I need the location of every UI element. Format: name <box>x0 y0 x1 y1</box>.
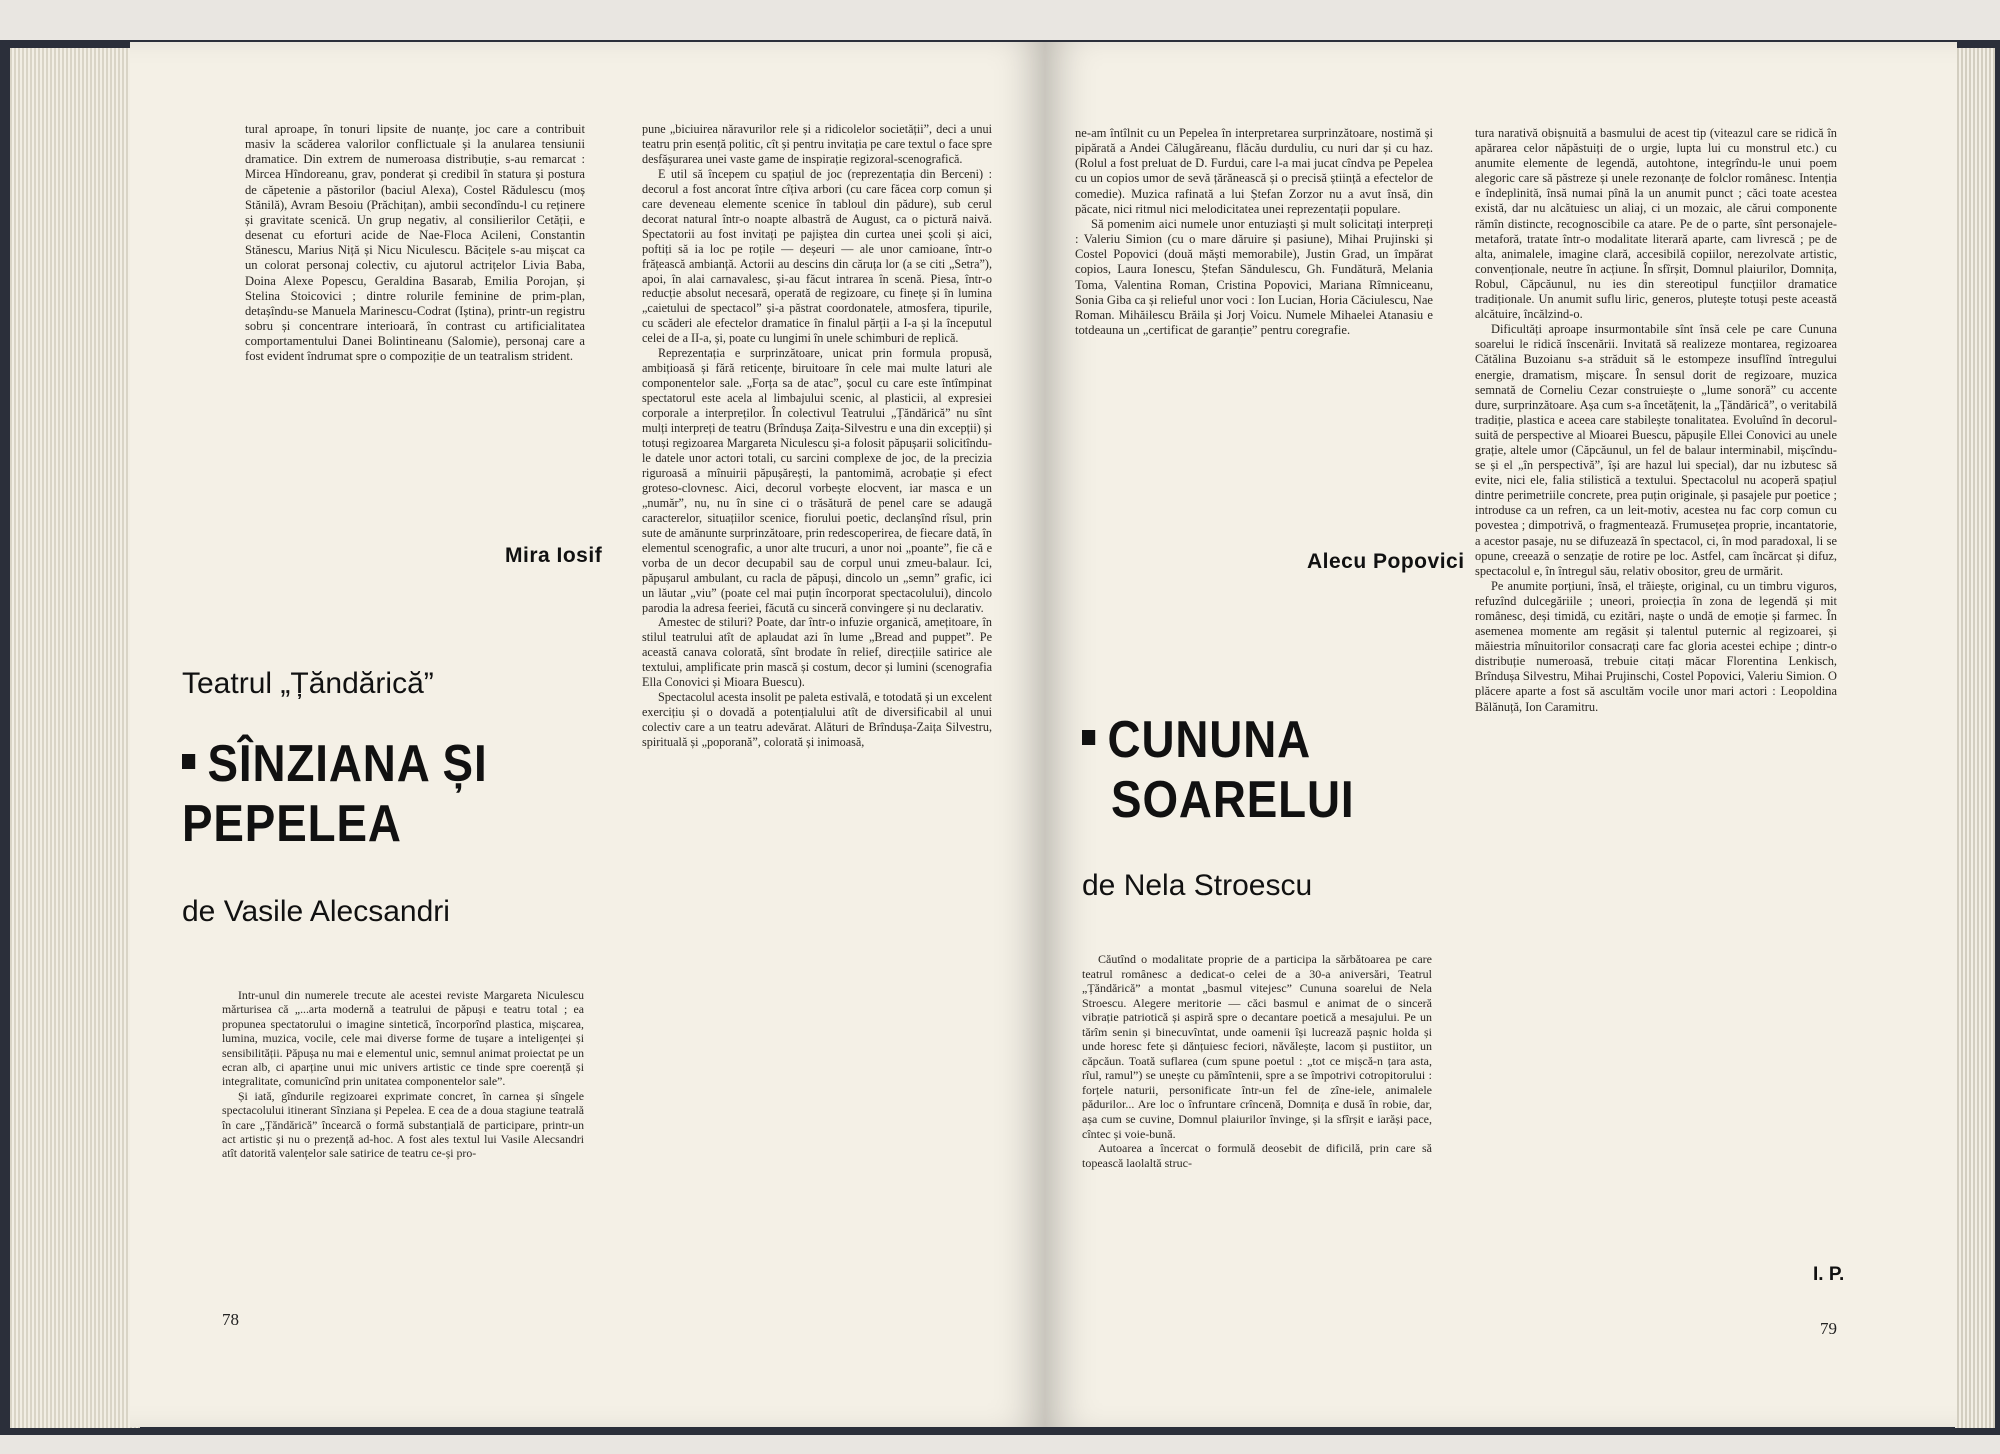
right-col1-bottom <box>1082 952 1432 1170</box>
article-title: SÎNZIANA ȘI PEPELEA <box>182 735 488 853</box>
page-number: 79 <box>1820 1319 1837 1338</box>
page-stack-left <box>10 48 140 1428</box>
signature-mira-iosif: Mira Iosif <box>505 544 603 567</box>
paragraph: Spectacolul acesta insolit pe paleta estivală, e totodată și un excelent exercițiu și o dovadă a potențialului atît de diversificabil al unui colectiv care a un teatru adevărat. Alături de Brîndușa-Zaița Silvestru, spirituală și „poporană”, colorată și inimoasă, <box>642 690 993 750</box>
theatre-heading: Teatrul „Țăndărică” <box>182 667 434 700</box>
paragraph: Să pomenim aici numele unor entuziaști și mult solicitați interpreți : Valeriu Simion (cu o mare dăruire și pasiune), Mihai Prujinski și Costel Popovici (două măști memorabile), Justin Grad, un împărat copios, Laura Ionescu, Ștefan Săndulescu, Gh. Fundătură, Melania Toma, Valentina Roman, Cristina Popovici, Mariana Rîmniceanu, Sonia Giba ca și relieful unor voci : Ion Lucian, Horia Căciulescu, Nae Roman. Mihăilescu Brăila și Jorj Voicu. Numele Mihaelei Atanasiu e totdeauna un „certificat de garanție” pentru coregrafie. <box>1075 216 1433 338</box>
bullet-square-icon <box>1082 730 1095 745</box>
article-title: CUNUNA SOARELUI <box>1082 710 1355 830</box>
signature-ip: I. P. <box>1813 1264 1845 1285</box>
left-col1-top <box>245 122 585 365</box>
right-page <box>1045 42 1957 1427</box>
bullet-square-icon <box>182 754 195 769</box>
paragraph: Reprezentația e surprinzătoare, unicat prin formula propusă, ambițioasă și fără reticențe, biruitoare în cele mai multe laturi ale componentelor sale. „Forța sa de atac”, șocul cu care este întîmpinat spectatorul este acela al limbajului scenic, al plasticii, al expresiei corporale a interpreților. În colectivul Teatrului „Țăndărică” nu sînt mulți interpreți de teatru (Brîndușa Zaița-Silvestru e una din excepții) și totuși regizoarea Margareta Niculescu și-a folosit păpușarii solicitîndu-le datele unor actori totali, cu sarcini complexe de joc, de la precizia riguroasă a mînuirii păpușărești, la pantomimă, acrobație și efect groteso-clovnesc. Aici, decorul vorbește elocvent, iar masca e un „număr”, nu, nu în sine ci o trăsătură de penel care se adaugă caracterelor, situațiilor scenice, fiorului poetic, declanșînd rîsul, prin sute de amănunte surprinzătoare, prin redescoperirea, de fiecare dată, în elementul scenografic, a unor alte trucuri, a unor noi „poante”, fie că e vorba de un decor decupabil sau de corpul unui zmeu-balaur. Ici, păpușarul ambulant, cu racla de păpuși, dincolo un „semn” grafic, ici un lăutar „viu” (poate cel mai puțin încorporat spectacolului), dincolo parodia la adresa feeriei, făcută cu sinceră convingere și nu declarativ. <box>642 346 992 615</box>
paragraph: tural aproape, în tonuri lipsite de nuanțe, joc care a contribuit masiv la scăderea valorilor conflictuale și la anularea tensiunii dramatice. Din extrem de numeroasa distribuție, s-au remarcat : Mircea Hîndoreanu, grav, ponderat și credibil în statura și postura de căpetenie a păstorilor (baciul Alexa), Costel Rădulescu (moș Stănilă), Avram Besoiu (Prăchițan), ambii secondîndu-l cu reținere și gravitate scenică. Un grup negativ, al consilierilor Cetății, e desenat cu eforturi acide de Nae-Floca Acileni, Constantin Stănescu, Marius Niță și Nicu Niculescu. Băcițele s-au mișcat ca un colorat personaj colectiv, cu ajutorul actrițelor Livia Baba, Doina Alexe Popescu, Geraldina Basarab, Emilia Porojan, și Stelina Stoicovici ; dintre rolurile feminine de prim-plan, detașîndu-se Manuela Marinescu-Codrat (Iștina), printr-un registru sobru și concentrare interioară, în contrast cu artificialitatea comportamentului Danei Bolintineanu (Salomie), personaj care a fost evident îndrumat spre o compoziție de un teatralism strident. <box>245 122 585 364</box>
paragraph: Și iată, gîndurile regizoarei exprimate concret, în carnea și sîngele spectacolului itinerant Sînziana și Pepelea. E cea de a doua stagiune teatrală în care „Țăndărică” încearcă o formă substanțială de participare, printr-un act artistic și nu o prezență ad-hoc. A fost ales textul lui Vasile Alecsandri atît datorită valențelor sale satirice de teatru ce-și pro- <box>222 1088 584 1161</box>
page-number: 78 <box>222 1310 239 1329</box>
paragraph: pune „biciuirea năravurilor rele și a ridicolelor societății”, deci a unui teatru prin esență politic, cît și pentru invitația pe care textul o face spre desfășurarea unei vaste game de inspirație regizoral-scenografică. <box>642 122 992 166</box>
paragraph: ne-am întîlnit cu un Pepelea în interpretarea surprinzătoare, nostimă și pipărată a Andei Călugăreanu, flăcău durduliu, cu nuri dar și cu haz. (Rolul a fost preluat de D. Furdui, care l-a mai jucat cîndva pe Pepelea cu un copios umor de sevă țărănească și o precisă știință a efectelor de comedie). Muzica rafinată a lui Ștefan Zorzor nu a avut însă, din păcate, nici ritmul nici melodicitatea unei reprezentații populare. <box>1075 126 1433 216</box>
left-col2 <box>642 122 992 750</box>
right-col2 <box>1475 126 1837 715</box>
paragraph: E util să începem cu spațiul de joc (reprezentația din Berceni) : decorul a fost ancorat între cîțiva arbori (cu care făcea corp comun și care deveneau elemente scenice în tabloul din pădure), sub cerul decorat natural într-o noapte albastră de August, ca o pictură naivă. Spectatorii au fost invitați pe pajiștea din curtea unei școli și aici, poftiți să ia loc pe roțile — deșeuri — ale unor camioane, într-o frățească ambianță. Actorii au descins din căruța lor (a se citi „Setra”), apoi, în alai carnavalesc, și-au făcut intrarea în scenă. Piesa, într-o reducție absolut necesară, operată de regizoare, cu finețe și în lumina „caietului de spectacol” și-a păstrat coordonatele, atmosfera, tipurile, cu scăderi ale efectelor dramatice în finalul părții a I-a și la începutul celei de a II-a, și, poate cu lungimi în unele schimburi de replică. <box>642 166 992 346</box>
paragraph: tura narativă obișnuită a basmului de acest tip (viteazul care se ridică în apărarea celor năpăstuiți de o urgie, lupta lui cu monstrul etc.) cu anumite elemente de legendă, autohtone, integrîndu-le unui poem alegoric care să păstreze și unele rezonanțe de folclor românesc. Intenția e îndeplinită, însă numai pînă la un anumit punct ; căci toate acestea există, dar nu alcătuiesc un aliaj, ci un mozaic, ale cărui componente rămîn distincte, recognoscibile ca atare. Pe de o parte, sînt personajele-metaforă, tratate într-o modalitate literară aparte, cam livrescă ; pe de alta, animalele, imagine clară, accesibilă copiilor, nerezolvate artistic, convenționale, neutre în acțiune. În sfîrșit, Domnul plaiurilor, Domnița, Robul, Căpcăunul, nu ies din stereotipul funcțiilor dramatice tradiționale. Un anumit suflu liric, generos, plutește totuși peste această alcătuire, încălzind-o. <box>1475 126 1837 322</box>
paragraph: Pe anumite porțiuni, însă, el trăiește, original, cu un timbru viguros, refuzînd dulcegăriile ; uneori, proiecția în zona de legendă și mit românesc, deși timidă, cu ezitări, naște o undă de emoție și farmec. În asemenea momente am regăsit și talentul puternic al regizoarei, și măiestria mînuitorilor consacrați care fac gloria acestei echipe ; dintr-o distribuție numeroasă, trebuie citați măcar Florentina Lenkisch, Brîndușa Silvestru, Mihai Prujinschi, Costel Popovici, Valeriu Simion. O plăcere aparte a fost să ascultăm vocile unor mari actori : Leopoldina Bălănuță, Ion Caramitru. <box>1475 578 1837 714</box>
byline: de Vasile Alecsandri <box>182 895 450 928</box>
paragraph: Amestec de stiluri? Poate, dar într-o infuzie organică, amețitoare, în stilul teatrului atît de aplaudat azi în lume „Bread and puppet”. Pe această canava colorată, sînt brodate în relief, direcțiile satirice ale textului, amplificate prin mască și costum, decor și lumini (scenografia Ella Conovici și Mioara Buescu). <box>642 615 992 690</box>
paragraph: Dificultăți aproape insurmontabile sînt însă cele pe care Cununa soarelui le ridică înscenării. Invitată să realizeze montarea, regizoarea Cătălina Buzoianu s-a străduit să le estompeze insuflînd întregului energie, dramatism, mișcare. În sensul dorit de regizoare, muzica semnată de Corneliu Cezar construiește o „lume sonoră” cu accente dure, surprinzătoare. Așa cum s-a încetățenit, la „Țăndărică”, o veritabilă tradiție, plastica e aceea care stabilește tonalitatea. Evoluînd în decorul-suită de perspective al Mioarei Buescu, păpușile Ellei Conovici au unele grație, altele umor (Căpcăunul, un fel de balaur interminabil, mișcîndu-se și el „în perspectivă”, își are hazul lui special), dar nu izbutesc să evite, nici ele, falia stilistică a textului. Spectacolul nu acoperă spațiul dintre perimetriile concrete, prea puțin originale, și pasajele pur poetice ; introduse ca un refren, ca un leit-motiv, acestea nu fac corp comun cu povestea ; dimpotrivă, o fragmentează. Frumusețea proprie, incantatorie, a acestor pasaje, nu se difuzează în spectacol, ci, în mod paradoxal, li se opune, creează o senzație de rotire pe loc. Astfel, cam încărcat și difuz, spectacolul e, în întregul său, relativ obositor, greu de urmărit. <box>1475 322 1837 578</box>
left-col1-bottom <box>222 988 584 1161</box>
paragraph: Autoarea a încercat o formulă deosebit de dificilă, prin care să topească laolaltă struc- <box>1082 1141 1432 1170</box>
paragraph: Intr-unul din numerele trecute ale acestei reviste Margareta Niculescu mărturisea că „...arta modernă a teatrului de păpuși e teatru total ; ea propunea spectatorului o imagine sintetică, încorporînd plastica, mișcarea, lumina, muzica, vocile, cele mai diverse forme de tușare a inteligenței și sensibilității. Păpușa nu mai e elementul unic, semnul animat proiectat pe un ecran alb, ci aparține unui mic univers artistic ce tinde spre coerență și integralitate, comunicînd prin unitatea componentelor sale”. <box>222 988 584 1089</box>
byline: de Nela Stroescu <box>1082 869 1313 902</box>
right-col1-top <box>1075 126 1433 338</box>
left-page <box>130 42 1045 1427</box>
paragraph: Căutînd o modalitate proprie de a participa la sărbătoarea pe care teatrul românesc a dedicat-o celei de a 30-a aniversări, Teatrul „Țăndărică” a montat „basmul vitejesc” Cununa soarelui de Nela Stroescu. Alegere meritorie — căci basmul e animat de o sinceră vibrație patriotică și aspiră spre o decantare poetică a mesajului. Pe un tărîm senin și binecuvîntat, unde oamenii își lucrează pașnic holda și unde horesc fete și dănțuiesc feciori, năvălește, lacom și pustiitor, un căpcăun. Toată suflarea (cum spune poetul : „tot ce mișcă-n țara asta, rîul, ramul”) se unește cu pămîntenii, spre a se împotrivi cotropitorului : forțele naturii, personificate într-un fel de zîne-iele, animalele pădurilor... Are loc o înfruntare crîncenă, Domnița e dusă în robie, dar, așa cum se cuvine, Domnul plaiurilor învinge, și la sfîrșit e iarăși pace, cîntec și voie-bună. <box>1082 952 1432 1141</box>
signature-alecu-popovici: Alecu Popovici <box>1307 550 1465 573</box>
page-stack-right <box>1955 48 1995 1428</box>
